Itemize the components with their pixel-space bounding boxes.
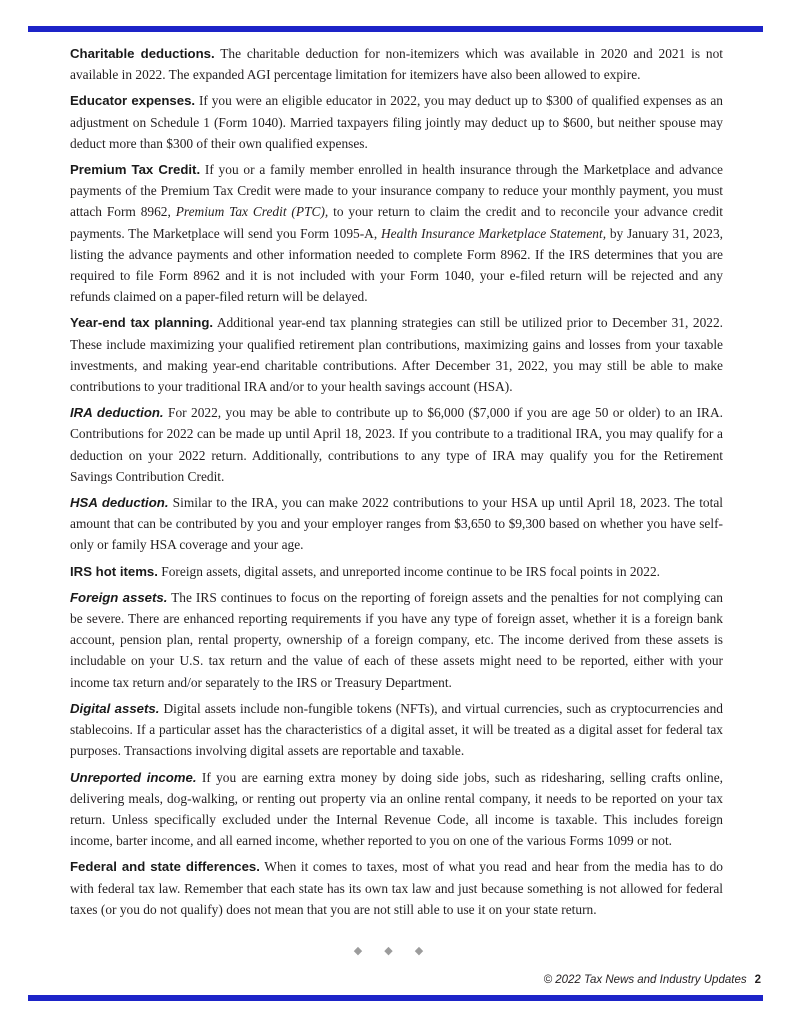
paragraph-text: Foreign assets, digital assets, and unreported income continue to be IRS focal points in 2022. <box>157 563 660 579</box>
article-body <box>70 43 723 925</box>
paragraph-heading: Educator expenses. <box>70 93 196 109</box>
diamond-icon: ◆ <box>384 944 407 957</box>
page-number: 2 <box>754 974 761 986</box>
paragraph-text: Digital assets include non-fungible tokens (NFTs), and virtual currencies, such as cryptocurrencies and stablecoins. If a particular asset has the characteristics of a digital asset, it will be treated as a digital asset for federal tax purposes. Transactions involving digital assets are reportable and taxable. <box>70 700 723 759</box>
paragraph-text: The IRS continues to focus on the reporting of foreign assets and the penalties for not complying can be severe. There are enhanced reporting requirements if you have any type of foreign asset, whether it is a foreign bank account, pension plan, rental property, ownership of a foreign company, etc. The income derived from these assets is includable on your U.S. tax return and the value of each of these assets might need to be reported, either with your income tax return and/or separately to the IRS or Treasury Department. <box>70 589 723 690</box>
paragraph-heading: IRA deduction. <box>70 405 164 421</box>
footer-copyright: © 2022 Tax News and Industry Updates <box>543 974 747 986</box>
paragraph <box>70 767 723 852</box>
paragraph-text: Additional year-end tax planning strategies can still be utilized prior to December 31, 2022. These include maximizing your qualified retirement plan contributions, maximizing gains and losses from your taxable investments, and making year-end charitable contributions. After December 31, 2022, you may still be able to make contributions to your traditional IRA and/or to your health savings account (HSA). <box>70 315 723 395</box>
paragraph <box>70 312 723 397</box>
paragraph <box>70 43 723 85</box>
diamond-icon: ◆ <box>414 944 438 957</box>
paragraph <box>70 402 723 487</box>
paragraph-text: If you or a family member enrolled in health insurance through the Marketplace and advance payments of the Premium Tax Credit were made to your insurance company to reduce your monthly payment, you must attach Form 8962, <box>70 162 723 220</box>
paragraph <box>70 90 723 154</box>
paragraph-text: If you were an eligible educator in 2022, you may deduct up to $300 of qualified expenses as an adjustment on Schedule 1 (Form 1040). Married taxpayers filing jointly may deduct up to $600, but neither spouse may deduct more than $300 of their own qualified expenses. <box>70 93 723 151</box>
paragraph-heading: Federal and state differences. <box>70 859 260 875</box>
paragraph <box>70 587 723 693</box>
paragraph-text: by January 31, 2023, listing the advance payments and other information needed to complete Form 8962. If the IRS determines that you are required to file Form 8962 and it is not included with your Form 1040, your e-filed return will be rejected and any refunds claimed on a paper-filed return will be delayed. <box>70 225 723 305</box>
paragraph <box>70 492 723 556</box>
paragraph-text: If you are earning extra money by doing side jobs, such as ridesharing, selling crafts online, delivering meals, dog-walking, or renting out property via an online rental company, it needs to be reported on your tax return. Unless specifically excluded under the Internal Revenue Code, all income is taxable. This includes foreign income, barter income, and all earned income, whether reported to you on one of the various Forms 1099 or not. <box>70 769 723 849</box>
paragraph <box>70 856 723 920</box>
paragraph-heading: Digital assets. <box>70 700 160 716</box>
paragraph-heading: Foreign assets. <box>70 589 168 605</box>
paragraph <box>70 698 723 762</box>
paragraph-heading: HSA deduction. <box>70 495 169 511</box>
paragraph-heading: Charitable deductions. <box>70 46 215 61</box>
bottom-rule <box>28 995 763 1001</box>
paragraph-text: For 2022, you may be able to contribute up to $6,000 ($7,000 if you are age 50 or older) to an IRA. Contributions for 2022 can be made up until April 18, 2023. If you contribute to a traditional IRA, you may qualify for a deduction on your 2022 return. Additionally, contributions to any type of IRA may qualify you for the Retirement Savings Contribution Credit. <box>70 405 723 484</box>
page-footer <box>544 974 761 986</box>
paragraph-heading: Unreported income. <box>70 769 197 785</box>
paragraph-text: When it comes to taxes, most of what you read and hear from the media has to do with federal tax law. Remember that each state has its own tax law and just because something is not allowed for federal taxes (or you do not qualify) does not mean that you are not still able to use it on your state return. <box>70 859 723 917</box>
section-separator <box>0 944 791 957</box>
paragraph-text: Health Insurance Marketplace Statement, <box>380 225 607 241</box>
paragraph-heading: Premium Tax Credit. <box>70 162 201 178</box>
paragraph-text: to your return to claim the credit and to reconcile your advance credit payments. The Marketplace will send you Form 1095-A, <box>70 204 724 241</box>
diamond-icon: ◆ <box>353 944 377 957</box>
paragraph-text: The charitable deduction for non-itemizers which was available in 2020 and 2021 is not available in 2022. The expanded AGI percentage limitation for itemizers have also been allowed to expire. <box>70 46 724 83</box>
top-rule <box>28 26 763 32</box>
paragraph-heading: Year-end tax planning. <box>70 315 214 331</box>
paragraph <box>70 159 723 307</box>
paragraph-text: Premium Tax Credit (PTC), <box>175 204 329 220</box>
paragraph-heading: IRS hot items. <box>70 563 158 579</box>
paragraph-text: Similar to the IRA, you can make 2022 contributions to your HSA up until April 18, 2023. The total amount that can be contributed by you and your employer ranges from $3,650 to $9,300 based on whether you have self-only or family HSA coverage and your age. <box>70 495 723 553</box>
paragraph <box>70 561 723 582</box>
